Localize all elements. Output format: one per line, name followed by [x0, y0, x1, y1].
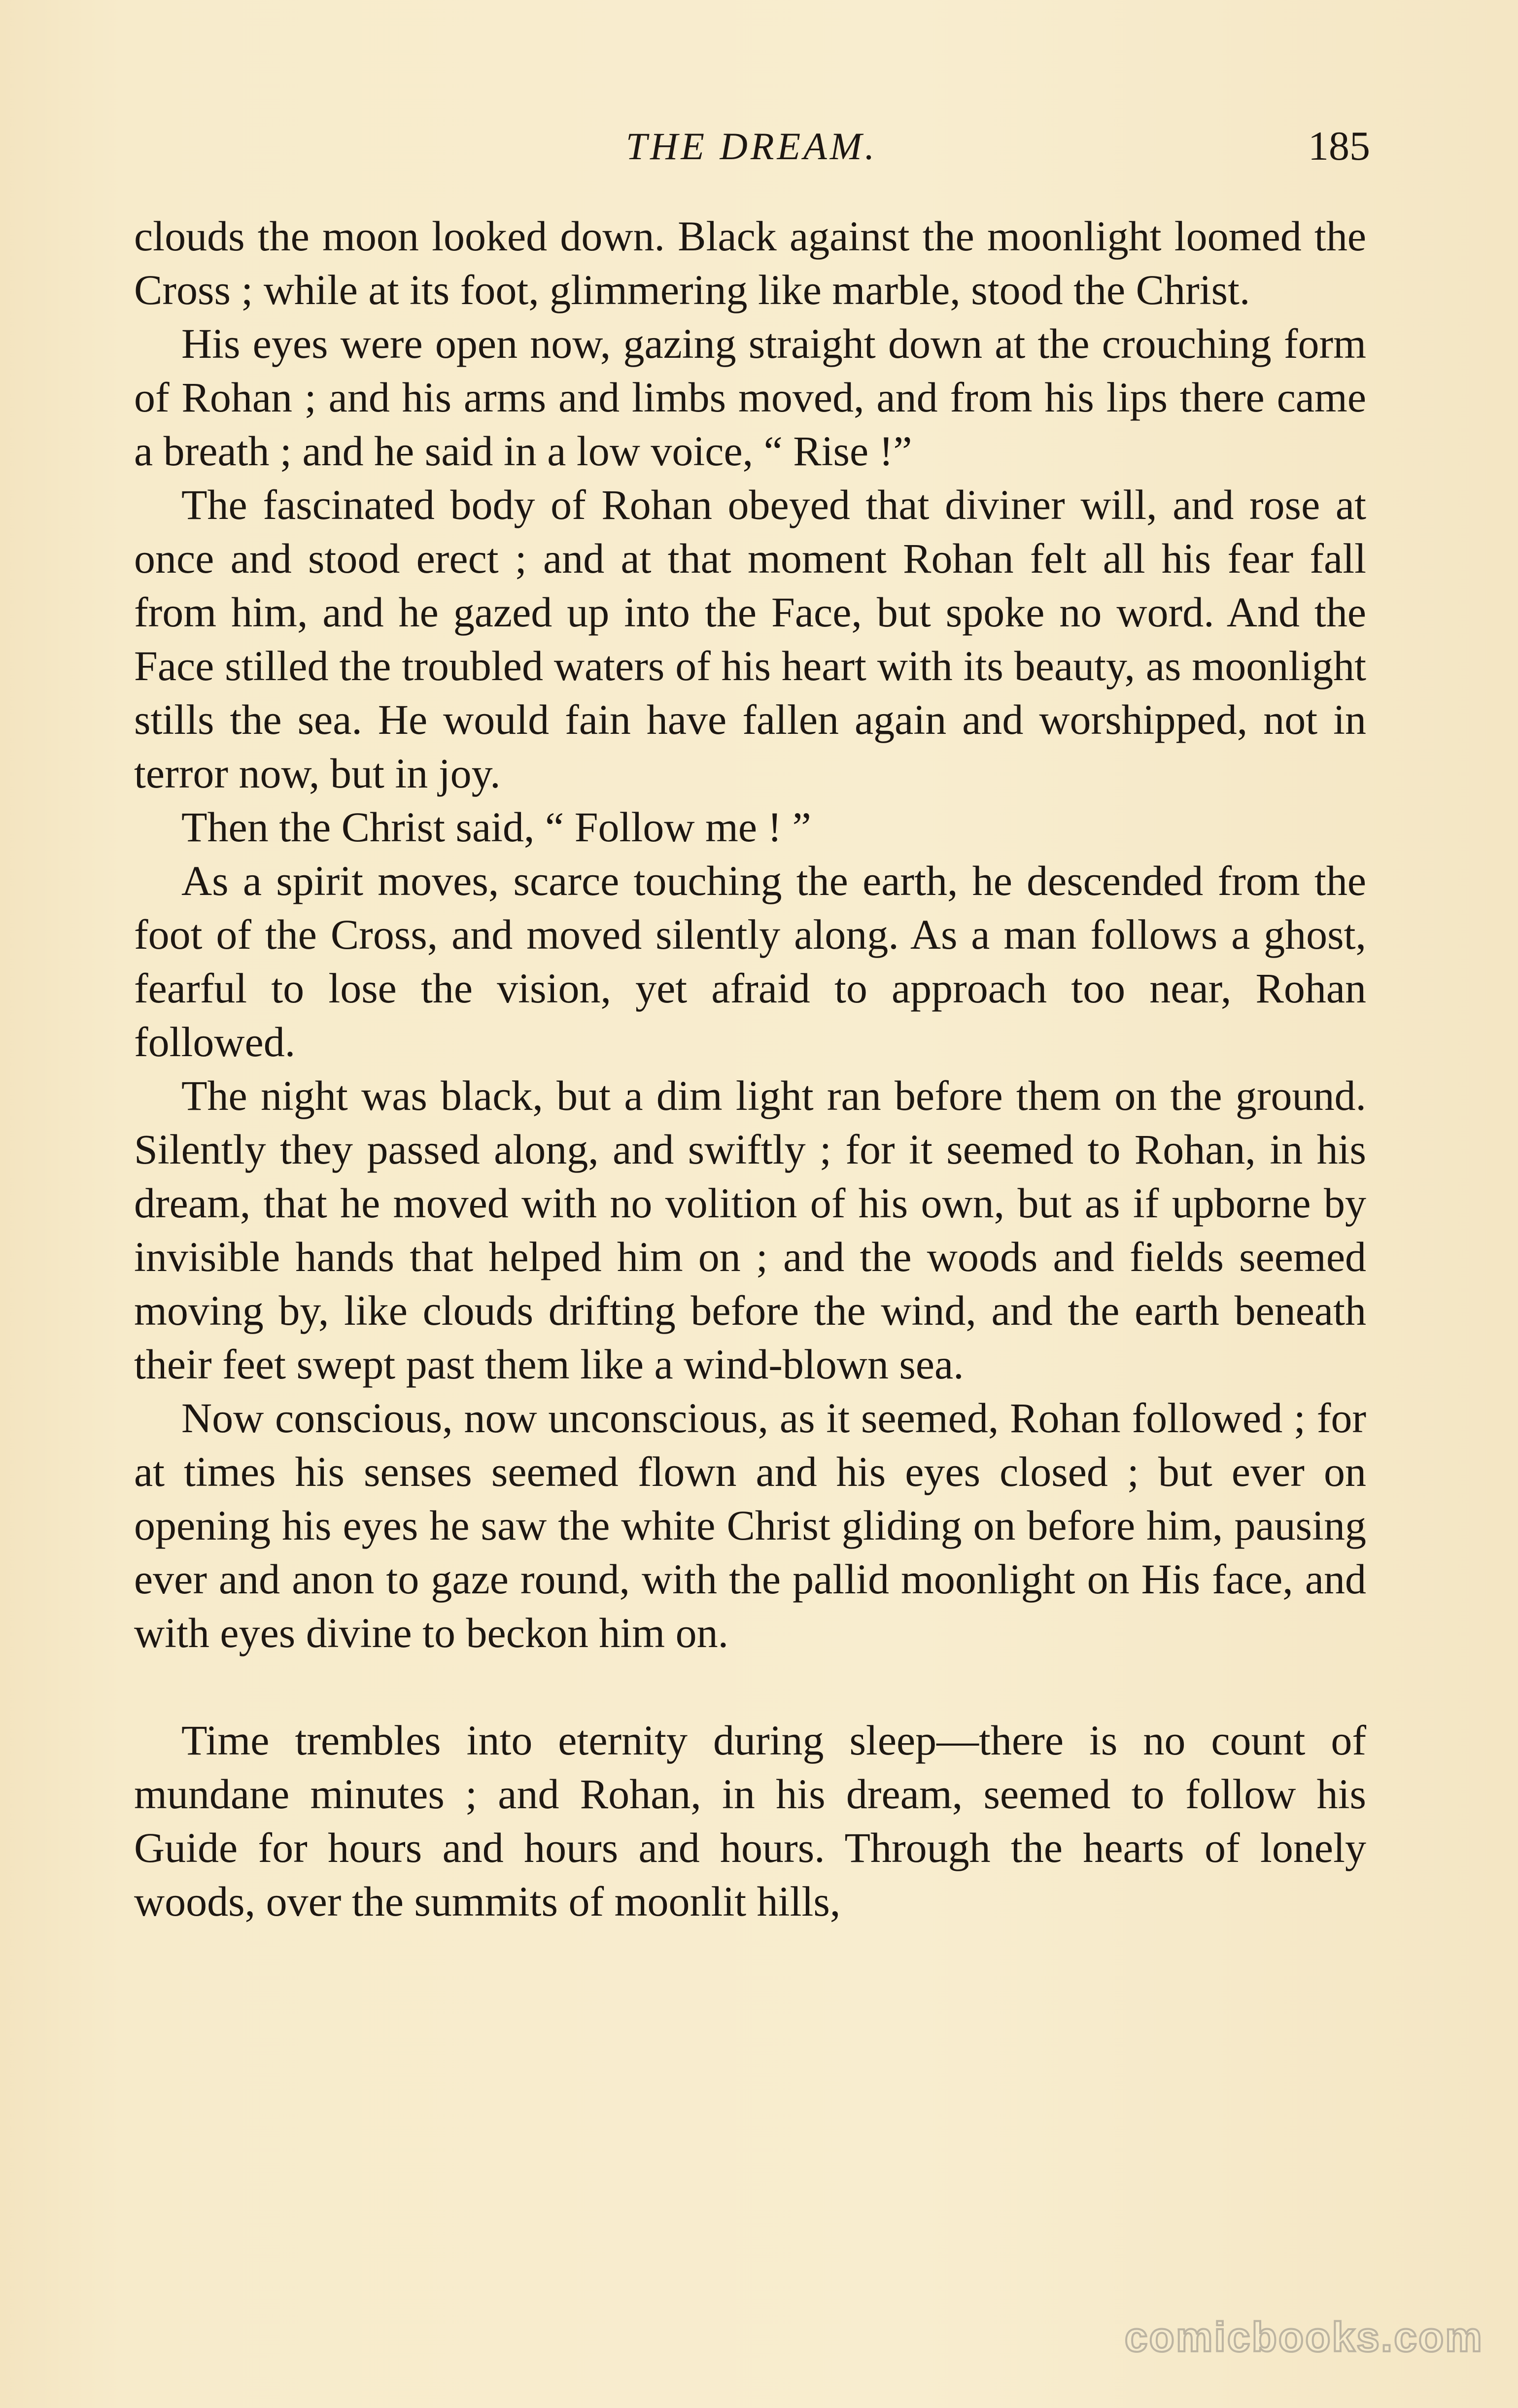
body-text [134, 209, 1366, 1928]
page-header [133, 119, 1370, 173]
paragraph: As a spirit moves, scarce touching the earth, he descended from the foot of the Cross, and moved silently along. As a man follows a ghost, fearful to lose the vision, yet afraid to approach too near, Rohan followed. [134, 857, 1366, 1066]
site-watermark: comicbooks.com [1124, 2314, 1484, 2360]
paragraph: The fascinated body of Rohan obeyed that diviner will, and rose at once and stood erect ; and at that moment Rohan felt all his fear fall from him, and he gazed up into the Face, but spoke no word. And the Face stilled the troubled waters of his heart with its beauty, as moonlight stills the sea. He would fain have fallen again and worshipped, not in terror now, but in joy. [134, 481, 1366, 797]
running-head: THE DREAM. [625, 125, 878, 168]
paragraph: Now conscious, now unconscious, as it seemed, Rohan followed ; for at times his senses seemed flown and his eyes closed ; but ever on opening his eyes he saw the white Christ gliding on before him, pausing ever and anon to gaze round, with the pallid moonlight on His face, and with eyes divine to beckon him on. [134, 1394, 1366, 1656]
paragraph: The night was black, but a dim light ran before them on the ground. Silently they passed along, and swiftly ; for it seemed to Rohan, in his dream, that he moved with no volition of his own, but as if upborne by invisible hands that helped him on ; and the woods and fields seemed moving by, like clouds drifting before the wind, and the earth beneath their feet swept past them like a wind-blown sea. [134, 1072, 1366, 1388]
paragraph-section-start: Time trembles into eternity during sleep—there is no count of mundane minutes ; and Rohan, in his dream, seemed to follow his Guide for hours and hours and hours. Through the hearts of lonely woods, over the summits of moonlit hills, [134, 1717, 1366, 1925]
paragraph-continuation: clouds the moon looked down. Black against the moonlight loomed the Cross ; while at its foot, glimmering like marble, stood the Christ. [134, 212, 1366, 313]
paragraph: His eyes were open now, gazing straight down at the crouching form of Rohan ; and his arms and limbs moved, and from his lips there came a breath ; and he said in a low voice, “ Rise !” [134, 320, 1366, 475]
paragraph: Then the Christ said, “ Follow me ! ” [181, 803, 811, 851]
page-number: 185 [1308, 123, 1370, 169]
